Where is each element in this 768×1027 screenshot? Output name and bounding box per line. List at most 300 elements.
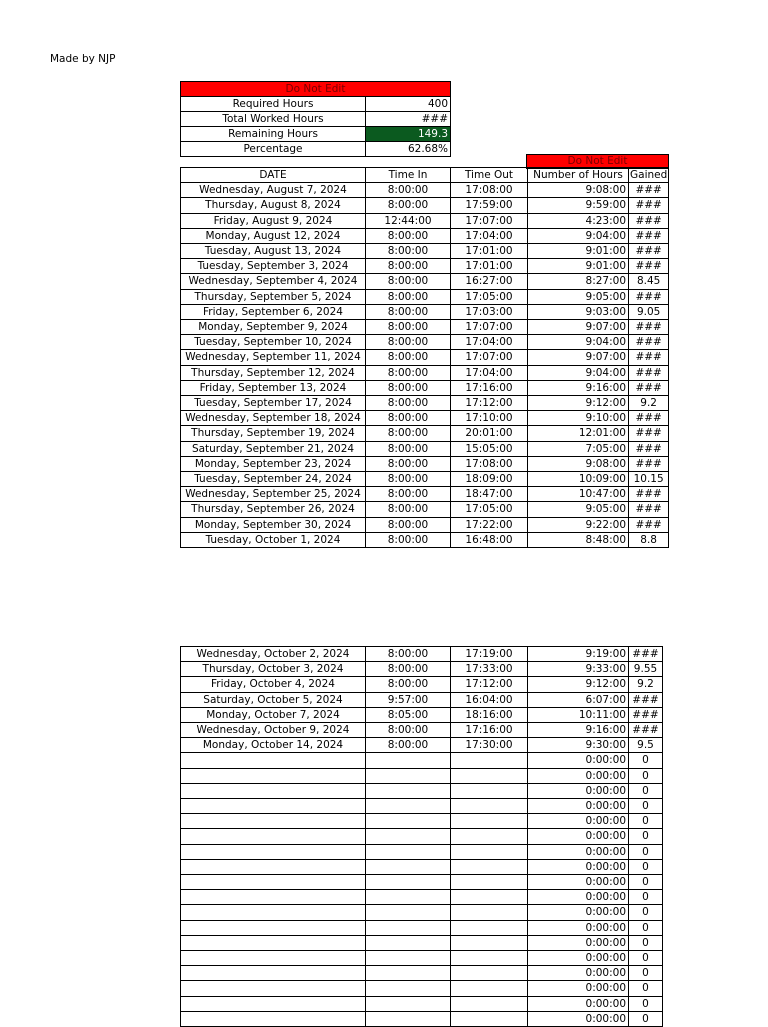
time-in-cell[interactable] [366,935,451,950]
gained-cell[interactable]: 0 [629,1011,663,1026]
gained-cell[interactable]: ### [629,380,669,395]
table-row [181,532,669,547]
time-out-cell[interactable] [451,935,528,950]
gained-cell[interactable]: ### [629,441,669,456]
header-date[interactable]: DATE [181,168,366,183]
hours-cell[interactable]: 9:08:00 [528,456,629,471]
gained-cell[interactable]: ### [629,259,669,274]
table-row [181,502,669,517]
gained-cell[interactable]: ### [629,244,669,259]
time-out-cell[interactable]: 17:33:00 [451,662,528,677]
gained-cell[interactable]: ### [629,723,663,738]
hours-cell[interactable]: 9:05:00 [528,502,629,517]
gained-cell[interactable]: ### [629,350,669,365]
time-out-cell[interactable]: 17:01:00 [451,259,528,274]
date-cell[interactable]: Wednesday, August 7, 2024 [181,183,366,198]
time-out-cell[interactable] [451,905,528,920]
hours-cell[interactable]: 0:00:00 [528,768,629,783]
date-cell[interactable]: Thursday, September 19, 2024 [181,426,366,441]
date-cell[interactable]: Saturday, September 21, 2024 [181,441,366,456]
gained-cell[interactable]: ### [629,198,669,213]
date-cell[interactable]: Saturday, October 5, 2024 [181,692,366,707]
author-note: Made by NJP [50,53,116,65]
gained-cell[interactable]: ### [629,228,669,243]
time-out-cell[interactable] [451,844,528,859]
date-cell[interactable]: Thursday, September 26, 2024 [181,502,366,517]
date-cell[interactable] [181,905,366,920]
time-in-cell[interactable]: 8:00:00 [366,441,451,456]
hours-cell[interactable]: 4:23:00 [528,213,629,228]
hours-cell[interactable]: 9:16:00 [528,723,629,738]
time-out-cell[interactable] [451,920,528,935]
date-cell[interactable]: Monday, August 12, 2024 [181,228,366,243]
date-cell[interactable]: Wednesday, September 11, 2024 [181,350,366,365]
remaining-hours-label[interactable]: Remaining Hours [181,127,366,142]
time-in-cell[interactable] [366,799,451,814]
time-in-cell[interactable]: 8:00:00 [366,647,451,662]
date-cell[interactable]: Wednesday, September 25, 2024 [181,487,366,502]
time-in-cell[interactable] [366,996,451,1011]
table-row [181,198,669,213]
date-cell[interactable]: Tuesday, September 24, 2024 [181,472,366,487]
time-out-cell[interactable]: 17:05:00 [451,502,528,517]
gained-cell[interactable]: ### [629,411,669,426]
time-out-cell[interactable]: 18:16:00 [451,707,528,722]
time-in-cell[interactable] [366,920,451,935]
time-in-cell[interactable]: 8:00:00 [366,517,451,532]
hours-cell[interactable]: 0:00:00 [528,829,629,844]
gained-cell[interactable]: ### [629,335,669,350]
time-in-cell[interactable]: 8:00:00 [366,228,451,243]
gained-cell[interactable]: 10.15 [629,472,669,487]
time-in-cell[interactable]: 8:00:00 [366,244,451,259]
header-row [181,168,669,183]
hours-cell[interactable]: 9:59:00 [528,198,629,213]
date-cell[interactable] [181,890,366,905]
table-row [181,472,669,487]
date-cell[interactable]: Wednesday, September 4, 2024 [181,274,366,289]
gained-cell[interactable]: 0 [629,905,663,920]
gained-cell[interactable]: 0 [629,981,663,996]
gained-cell[interactable]: ### [629,456,669,471]
time-out-cell[interactable]: 18:09:00 [451,472,528,487]
hours-cell[interactable]: 9:33:00 [528,662,629,677]
hours-cell[interactable]: 12:01:00 [528,426,629,441]
date-cell[interactable] [181,814,366,829]
gained-cell[interactable]: 0 [629,814,663,829]
date-cell[interactable] [181,829,366,844]
gained-cell[interactable]: ### [629,289,669,304]
time-in-cell[interactable]: 8:00:00 [366,350,451,365]
hours-cell[interactable]: 0:00:00 [528,1011,629,1026]
hours-cell[interactable]: 0:00:00 [528,859,629,874]
date-cell[interactable] [181,844,366,859]
time-in-cell[interactable]: 8:00:00 [366,456,451,471]
date-cell[interactable]: Friday, September 13, 2024 [181,380,366,395]
time-out-cell[interactable]: 16:27:00 [451,274,528,289]
table-row [181,441,669,456]
time-in-cell[interactable] [366,966,451,981]
table-row [181,1011,663,1026]
table-row [181,396,669,411]
table-row [181,350,669,365]
hours-cell[interactable]: 0:00:00 [528,753,629,768]
hours-cell[interactable]: 10:11:00 [528,707,629,722]
hours-cell[interactable]: 9:30:00 [528,738,629,753]
table-row [181,335,669,350]
gained-cell[interactable]: 0 [629,783,663,798]
date-cell[interactable] [181,966,366,981]
time-in-cell[interactable]: 8:00:00 [366,183,451,198]
time-out-cell[interactable]: 17:07:00 [451,350,528,365]
gained-cell[interactable]: 9.2 [629,396,669,411]
gained-cell[interactable]: 0 [629,996,663,1011]
time-out-cell[interactable]: 17:08:00 [451,456,528,471]
gained-cell[interactable]: ### [629,517,669,532]
gained-cell[interactable]: 0 [629,753,663,768]
gained-cell[interactable]: 0 [629,920,663,935]
table-row [181,890,663,905]
table-row [181,517,669,532]
percentage-value[interactable]: 62.68% [366,142,451,157]
hours-cell[interactable]: 9:03:00 [528,304,629,319]
date-cell[interactable] [181,783,366,798]
time-out-cell[interactable]: 16:04:00 [451,692,528,707]
time-out-cell[interactable] [451,951,528,966]
time-out-cell[interactable] [451,814,528,829]
table-row [181,365,669,380]
table-row [181,829,663,844]
header-gained[interactable]: Gained [630,169,668,181]
hours-cell[interactable]: 0:00:00 [528,935,629,950]
hours-cell[interactable]: 0:00:00 [528,875,629,890]
gained-cell[interactable]: ### [629,320,669,335]
time-in-cell[interactable] [366,875,451,890]
time-out-cell[interactable] [451,768,528,783]
time-out-cell[interactable] [451,890,528,905]
time-in-cell[interactable]: 8:00:00 [366,396,451,411]
gained-cell[interactable]: 9.05 [629,304,669,319]
gained-cell[interactable]: 0 [629,859,663,874]
date-cell[interactable] [181,981,366,996]
hours-cell[interactable]: 0:00:00 [528,844,629,859]
time-in-cell[interactable] [366,951,451,966]
hours-cell[interactable]: 8:48:00 [528,532,629,547]
gained-cell[interactable]: ### [629,647,663,662]
gained-cell[interactable]: 0 [629,844,663,859]
date-cell[interactable]: Monday, October 14, 2024 [181,738,366,753]
date-cell[interactable]: Monday, September 9, 2024 [181,320,366,335]
time-out-cell[interactable] [451,859,528,874]
hours-cell[interactable]: 10:09:00 [528,472,629,487]
time-in-cell[interactable] [366,905,451,920]
hours-cell[interactable]: 9:04:00 [528,365,629,380]
date-cell[interactable] [181,768,366,783]
gained-cell[interactable]: ### [629,707,663,722]
time-out-cell[interactable]: 20:01:00 [451,426,528,441]
hours-cell[interactable]: 9:07:00 [528,350,629,365]
gained-cell[interactable]: 8.8 [629,532,669,547]
time-in-cell[interactable] [366,981,451,996]
time-out-cell[interactable] [451,783,528,798]
header-time-out[interactable]: Time Out [451,168,528,183]
time-out-cell[interactable] [451,1011,528,1026]
table-row [181,320,669,335]
time-out-cell[interactable]: 17:22:00 [451,517,528,532]
time-in-cell[interactable] [366,753,451,768]
time-in-cell[interactable]: 8:00:00 [366,723,451,738]
date-cell[interactable]: Thursday, September 12, 2024 [181,365,366,380]
time-in-cell[interactable]: 8:00:00 [366,274,451,289]
hours-cell[interactable]: 9:08:00 [528,183,629,198]
time-in-cell[interactable]: 8:00:00 [366,532,451,547]
hours-cell[interactable]: 10:47:00 [528,487,629,502]
date-cell[interactable]: Friday, October 4, 2024 [181,677,366,692]
time-in-cell[interactable]: 8:00:00 [366,677,451,692]
date-cell[interactable]: Tuesday, September 10, 2024 [181,335,366,350]
hours-cell[interactable]: 9:04:00 [528,228,629,243]
time-out-cell[interactable]: 17:04:00 [451,228,528,243]
table-row [181,228,669,243]
time-out-cell[interactable]: 17:04:00 [451,365,528,380]
hours-cell[interactable]: 9:16:00 [528,380,629,395]
hours-cell[interactable]: 8:27:00 [528,274,629,289]
time-in-cell[interactable]: 8:00:00 [366,472,451,487]
hours-cell[interactable]: 9:07:00 [528,320,629,335]
required-hours-label[interactable]: Required Hours [181,97,366,112]
date-cell[interactable]: Monday, September 23, 2024 [181,456,366,471]
table-row [181,981,663,996]
summary-row-required [181,97,451,112]
time-in-cell[interactable]: 9:57:00 [366,692,451,707]
date-cell[interactable]: Wednesday, September 18, 2024 [181,411,366,426]
time-out-cell[interactable]: 17:01:00 [451,244,528,259]
gained-cell[interactable]: 9.2 [629,677,663,692]
time-in-cell[interactable] [366,859,451,874]
total-worked-hours-value[interactable]: ### [366,112,451,127]
table-row [181,487,669,502]
gained-cell[interactable]: ### [629,692,663,707]
gained-cell[interactable]: 0 [629,890,663,905]
summary-warning-row [181,82,451,97]
gained-cell[interactable]: 0 [629,951,663,966]
gained-cell[interactable]: 9.55 [629,662,663,677]
header-number-of-hours[interactable]: Number of Hours [528,168,629,183]
hours-cell[interactable]: 0:00:00 [528,966,629,981]
time-in-cell[interactable] [366,890,451,905]
time-in-cell[interactable]: 12:44:00 [366,213,451,228]
time-out-cell[interactable]: 17:07:00 [451,213,528,228]
table-row [181,799,663,814]
date-cell[interactable]: Thursday, September 5, 2024 [181,289,366,304]
time-in-cell[interactable]: 8:00:00 [366,289,451,304]
percentage-label[interactable]: Percentage [181,142,366,157]
gained-cell[interactable]: 0 [629,768,663,783]
gained-cell[interactable]: ### [629,487,669,502]
hours-cell[interactable]: 9:12:00 [528,677,629,692]
time-out-cell[interactable]: 17:08:00 [451,183,528,198]
date-cell[interactable]: Monday, October 7, 2024 [181,707,366,722]
table-row [181,783,663,798]
time-in-cell[interactable] [366,814,451,829]
time-in-cell[interactable] [366,768,451,783]
date-cell[interactable]: Tuesday, October 1, 2024 [181,532,366,547]
gained-cell[interactable]: 0 [629,799,663,814]
time-out-cell[interactable]: 17:03:00 [451,304,528,319]
time-out-cell[interactable]: 17:12:00 [451,677,528,692]
time-out-cell[interactable] [451,875,528,890]
table-row [181,935,663,950]
date-cell[interactable] [181,875,366,890]
time-in-cell[interactable] [366,1011,451,1026]
hours-cell[interactable]: 0:00:00 [528,996,629,1011]
summary-table [180,81,451,157]
gained-cell[interactable]: ### [629,365,669,380]
hours-cell[interactable]: 9:19:00 [528,647,629,662]
time-log-table-2 [180,646,663,1027]
hours-cell[interactable]: 9:12:00 [528,396,629,411]
table-row [181,259,669,274]
table-row [181,753,663,768]
gained-cell[interactable]: ### [629,502,669,517]
time-out-cell[interactable]: 16:48:00 [451,532,528,547]
do-not-edit-banner: Do Not Edit [181,82,451,97]
time-out-cell[interactable]: 17:16:00 [451,723,528,738]
gained-cell[interactable]: 0 [629,875,663,890]
time-out-cell[interactable] [451,966,528,981]
time-in-cell[interactable]: 8:05:00 [366,707,451,722]
gained-cell[interactable]: 8.45 [629,274,669,289]
time-in-cell[interactable]: 8:00:00 [366,426,451,441]
date-cell[interactable] [181,920,366,935]
time-in-cell[interactable]: 8:00:00 [366,380,451,395]
date-cell[interactable]: Wednesday, October 9, 2024 [181,723,366,738]
time-in-cell[interactable]: 8:00:00 [366,304,451,319]
date-cell[interactable] [181,753,366,768]
hours-cell[interactable]: 0:00:00 [528,799,629,814]
time-in-cell[interactable] [366,844,451,859]
table-row [181,380,669,395]
date-cell[interactable]: Friday, August 9, 2024 [181,213,366,228]
date-cell[interactable]: Thursday, October 3, 2024 [181,662,366,677]
time-out-cell[interactable] [451,981,528,996]
time-in-cell[interactable] [366,829,451,844]
time-in-cell[interactable]: 8:00:00 [366,365,451,380]
date-cell[interactable]: Tuesday, September 17, 2024 [181,396,366,411]
hours-cell[interactable]: 0:00:00 [528,905,629,920]
gained-cell[interactable]: 0 [629,935,663,950]
time-out-cell[interactable]: 17:19:00 [451,647,528,662]
table-row [181,411,669,426]
date-cell[interactable] [181,996,366,1011]
time-out-cell[interactable]: 17:12:00 [451,396,528,411]
time-in-cell[interactable]: 8:00:00 [366,320,451,335]
time-out-cell[interactable]: 18:47:00 [451,487,528,502]
hours-cell[interactable]: 9:01:00 [528,244,629,259]
hours-cell[interactable]: 9:01:00 [528,259,629,274]
table-row [181,951,663,966]
gained-cell[interactable]: 0 [629,966,663,981]
time-out-cell[interactable]: 17:07:00 [451,320,528,335]
time-in-cell[interactable]: 8:00:00 [366,487,451,502]
hours-cell[interactable]: 0:00:00 [528,951,629,966]
date-cell[interactable]: Monday, September 30, 2024 [181,517,366,532]
date-cell[interactable] [181,859,366,874]
time-out-cell[interactable] [451,753,528,768]
table-row [181,289,669,304]
time-out-cell[interactable]: 17:10:00 [451,411,528,426]
table-row [181,677,663,692]
gained-cell[interactable]: 9.5 [629,738,663,753]
date-cell[interactable] [181,1011,366,1026]
hours-cell[interactable]: 6:07:00 [528,692,629,707]
time-out-cell[interactable] [451,829,528,844]
total-worked-hours-label[interactable]: Total Worked Hours [181,112,366,127]
gained-cell[interactable]: ### [629,183,669,198]
hours-cell[interactable]: 0:00:00 [528,814,629,829]
time-in-cell[interactable]: 8:00:00 [366,198,451,213]
gained-cell[interactable]: ### [629,213,669,228]
time-out-cell[interactable]: 17:30:00 [451,738,528,753]
table-row [181,456,669,471]
table-row [181,662,663,677]
hours-cell[interactable]: 9:05:00 [528,289,629,304]
time-in-cell[interactable]: 8:00:00 [366,502,451,517]
time-in-cell[interactable]: 8:00:00 [366,411,451,426]
table-row [181,647,663,662]
time-in-cell[interactable]: 8:00:00 [366,335,451,350]
date-cell[interactable]: Thursday, August 8, 2024 [181,198,366,213]
time-out-cell[interactable] [451,996,528,1011]
table-row [181,875,663,890]
table-row [181,920,663,935]
summary-row-percentage [181,142,451,157]
time-out-cell[interactable]: 15:05:00 [451,441,528,456]
time-in-cell[interactable]: 8:00:00 [366,259,451,274]
hours-cell[interactable]: 0:00:00 [528,890,629,905]
date-cell[interactable] [181,951,366,966]
hours-cell[interactable]: 7:05:00 [528,441,629,456]
hours-cell[interactable]: 9:22:00 [528,517,629,532]
time-out-cell[interactable]: 17:04:00 [451,335,528,350]
time-in-cell[interactable]: 8:00:00 [366,738,451,753]
date-cell[interactable]: Tuesday, September 3, 2024 [181,259,366,274]
hours-cell[interactable]: 9:10:00 [528,411,629,426]
remaining-hours-value[interactable]: 149.3 [366,127,451,142]
date-cell[interactable]: Wednesday, October 2, 2024 [181,647,366,662]
table-row [181,996,663,1011]
required-hours-value[interactable]: 400 [366,97,451,112]
date-cell[interactable] [181,799,366,814]
table-row [181,844,663,859]
hours-cell[interactable]: 0:00:00 [528,981,629,996]
hours-cell[interactable]: 0:00:00 [528,783,629,798]
header-time-in[interactable]: Time In [366,168,451,183]
time-in-cell[interactable]: 8:00:00 [366,662,451,677]
date-cell[interactable]: Tuesday, August 13, 2024 [181,244,366,259]
date-cell[interactable]: Friday, September 6, 2024 [181,304,366,319]
gained-cell[interactable]: ### [629,426,669,441]
time-out-cell[interactable]: 17:59:00 [451,198,528,213]
time-out-cell[interactable]: 17:16:00 [451,380,528,395]
date-cell[interactable] [181,935,366,950]
time-in-cell[interactable] [366,783,451,798]
hours-cell[interactable]: 9:04:00 [528,335,629,350]
hours-cell[interactable]: 0:00:00 [528,920,629,935]
gained-cell[interactable]: 0 [629,829,663,844]
time-out-cell[interactable]: 17:05:00 [451,289,528,304]
time-out-cell[interactable] [451,799,528,814]
